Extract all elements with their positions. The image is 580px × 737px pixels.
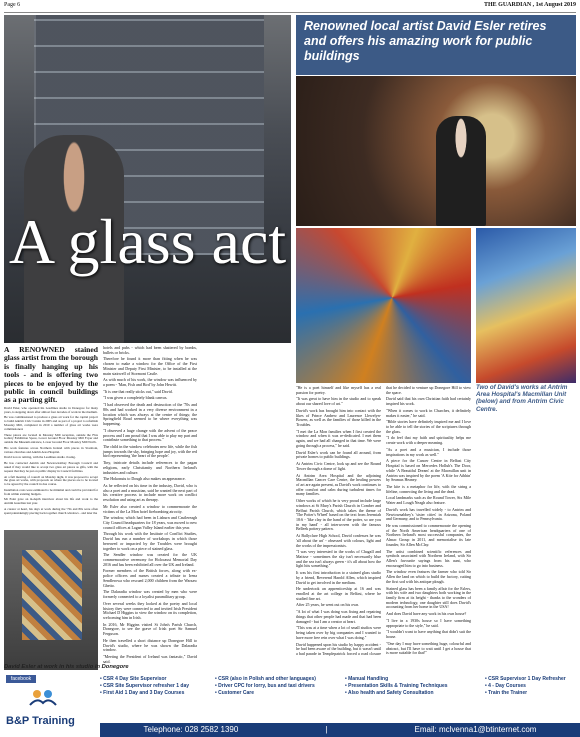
column-3-text bbox=[296, 386, 471, 657]
paragraph: David's work has travelled widely - to Antrim and Newtownabbey's 'sister cities' in Arizona, Poland and Germany, and to Pennsylvania. bbox=[386, 506, 471, 522]
photo-artist-studio bbox=[4, 530, 98, 670]
page-header bbox=[4, 2, 576, 13]
paragraph: These pieces are located in Mossley Mill reception, outside the Flax Gallery Exhibition Space, Lower Ground Floor Mossley Mill Foyer and outside the Museum entrance, Lower Ground Floor Mossley Mill North. bbox=[4, 432, 98, 445]
paragraph: Therefore he found it more than fitting when he was chosen to make a window for the Office of the First Minister and Deputy First Minister, to be installed at the main stairwell of Stormont Castle. bbox=[103, 356, 197, 376]
paragraph: A creator at heart, his days at work during the '70s and 80s were often spent painstakingly piecing back together church windows - and later the bbox=[4, 507, 98, 515]
paragraph: "I met the La Mon families when I first created the window and when it was re-dedicated. I met them again, and we had all changed in that time. We were going through a process," he said. bbox=[296, 428, 381, 448]
main-photo bbox=[4, 15, 291, 343]
paragraph: David Esler, who operated his Leadlines studio in Donegore for many years, is stepping down after almost four decades of work in the medium. bbox=[4, 405, 98, 414]
paragraph: At Antrim Civic Centre, look up and see the Round Tower through a dome of light. bbox=[296, 461, 381, 471]
paragraph: "It is one that really sticks out," said David. bbox=[103, 388, 173, 394]
paragraph: "As a poet and a musician, I include those inspirations in my work as well." bbox=[386, 446, 471, 457]
paragraph: Stained glass has been a family affair for the Eslers, with his wife and two daughters both working in the family firm at its height - thanks to the wonders of modern technology, one daughter still does David's accounting from her home in the USA! bbox=[386, 585, 471, 610]
paragraph: The Sendler window was created for the UK commemorative ceremony for Holocaust Memorial Day 2016 and has been exhibited all over the UK and Ireland. bbox=[103, 552, 197, 567]
article-title: A glass act bbox=[8, 206, 287, 277]
paragraph: He then travelled a short distance up Donegore Hill to David's studio, where he was shown the Dalaradia window. bbox=[103, 637, 197, 653]
paragraph: The window, which had been in Lisburn and Castlereagh City Council headquarters for 18 years, was moved to new council offices at Lagan Valley Island earlier this year. bbox=[103, 515, 197, 530]
email-address[interactable]: Email: mclvenna1@btinternet.com bbox=[414, 725, 537, 734]
paragraph: He was commissioned to produce a glass art work for the capital project to build Antrim Civic Centre in 2005 and as part of a project to refurbish Mossley Mill, completed in 2010 a number of glass art works were commissioned. bbox=[4, 415, 98, 431]
course-item: • Driver CPC for lorry, bus and taxi drivers bbox=[215, 683, 325, 690]
course-list-1 bbox=[100, 676, 210, 697]
contact-separator: | bbox=[325, 725, 328, 734]
paragraph: "A lot of what I was doing was fixing and repairing things that other people had made and that had been damaged - but I am a creator at heart. bbox=[296, 609, 381, 624]
paragraph: "I do feel that my faith and spirituality helps me create work with a deeper meaning. bbox=[386, 435, 471, 446]
paragraph: "I live in a 1930s house so I have something appropriate to the style," he said. bbox=[386, 617, 471, 628]
paragraph: Mr Esler also created a window to commemorate the victims of the La Mon hotel firebombing atrocity. bbox=[103, 503, 197, 514]
paragraph: Former members of the British forces, along with ex-police officers and nurses created a tribute to Irena Sendlerowa who rescued 2,000 children from the Warsaw Ghetto. bbox=[103, 568, 197, 588]
paragraph: Mr Esler gave an in-depth interview about his life and work to the Antrim Guardian last year. bbox=[4, 497, 98, 506]
paragraph: The Hokonuiu to Dough also makes an appearance. bbox=[103, 476, 186, 482]
course-item: • 4 - Day Courses bbox=[485, 683, 575, 690]
paragraph: As he reflected on his time in the industry, David, who is also a poet and a musician, said he wanted the next part of his creative process to include more work on conflict resolution and using art as therapy. bbox=[103, 482, 197, 503]
paragraph: The window even features the farmer who told Sir Allen the land on which to build the factory, cutting the first sod with his antique plough. bbox=[386, 569, 471, 584]
paragraph: Tiny, intricate details include references to the pagan religions, early Christianity and Northern Ireland's industries and culture. bbox=[103, 460, 197, 475]
paragraph: "I wouldn't want to have anything that didn't suit the house. bbox=[386, 629, 471, 640]
course-item: • Manual Handling bbox=[345, 676, 455, 683]
course-list-2 bbox=[215, 676, 325, 697]
stained-glass-piece bbox=[22, 550, 82, 640]
contact-bar bbox=[100, 723, 580, 737]
paragraph: Installation costs were estimated to be minimal and could be provided for from within existing budgets. bbox=[4, 487, 98, 496]
paragraph: David happened upon his studio by happy accident - he had been aware of the building, but it wasn't until a bad parade in Templepatrick forced a road closure that he decided to venture up Donegore Hill to view the space. bbox=[296, 385, 471, 656]
paragraph: "It was great to have him in the studio and to speak about our shared love of art." bbox=[296, 396, 381, 407]
paragraph: It was his first introduction to a stained glass studio by a friend, Reverend Harold Allen, which inspired David to get involved in the medium. bbox=[296, 570, 381, 585]
course-item: • First Aid 1 Day and 3 Day Courses bbox=[100, 690, 210, 697]
right-photo-caption: Two of David's works at Antrim Area Hospital's Macmillan Unit (below) and from Antrim Civic Centre. bbox=[476, 384, 568, 413]
paragraph: "This was at a time when a lot of small studios were being taken over by big companies and I wanted to have more free rein over what I was doing." bbox=[296, 625, 381, 640]
paragraph: The artist combined scientific references and symbols associated with Northern Ireland, with Sir Allen's favourite sayings from his aunt, who encouraged him to go into business. bbox=[386, 548, 471, 568]
paragraph: At Ballyclare High School, David confesses he was 'all about the art' - obsessed with colours, light and the works of the impressionists. bbox=[296, 533, 381, 548]
paragraph: "When it comes to work in Churches, it definitely makes it easier," he said. bbox=[386, 407, 471, 418]
paragraph: The child in the window celebrates new life, while the fish jumps towards the sky, bringing hope and joy, with the red bird representing 'the heart of the people'. bbox=[103, 443, 197, 459]
brand-name: B&P Training bbox=[6, 715, 75, 727]
course-item: • CSR Supervisor 1 Day Refresher bbox=[485, 676, 575, 683]
page-number: Page 6 bbox=[4, 2, 21, 8]
paragraph: He was commissioned to commemorate the opening of the North American headquarters of one of Northern Ireland's most successful companies, the Almac Group in 2011, and memorialise its late founder, Sir Allen McClay. bbox=[386, 522, 471, 547]
paragraph: After 25 years, he went out on his own. bbox=[296, 602, 360, 608]
paragraph: "Bible stories have definitely inspired me and I love to be able to tell the stories of the scriptures through the glass. bbox=[386, 419, 471, 434]
advertisement bbox=[0, 673, 580, 737]
bp-training-logo-icon bbox=[28, 685, 58, 707]
artist-figure-right bbox=[436, 116, 486, 226]
photo-civic-centre-window bbox=[476, 228, 576, 383]
paragraph: "I had observed the death and destruction of the '70s and 80s and had worked in a very diverse environment in a location which was always at the centre of things; the Springfield Road seemed to be where everything was happening. bbox=[103, 402, 197, 427]
paragraph: David is now retiring, with the Leadlines studio closing. bbox=[4, 455, 76, 460]
column-2 bbox=[103, 346, 197, 666]
paragraph: Through his work with the Institute of Conflict Studies, David has run a number of workshops in which those bereaved or impacted by the Troubles were brought together to work on a piece of stained glass. bbox=[103, 531, 197, 551]
paragraph: In 2016, Mr Higgins visited St John's Parish Church, Donegore, to see the grave of Irish poet Sir Samuel Ferguson. bbox=[103, 621, 197, 637]
paragraph: The Dalaradia window was created by men who were formerly connected to a loyalist paramilitary group. bbox=[103, 589, 197, 600]
course-list-3 bbox=[345, 676, 455, 697]
course-item: • CSR Site Supervisor refresher 1 day bbox=[100, 683, 210, 690]
headline-box: Renowned local artist David Esler retires and offers his amazing work for public buildings bbox=[296, 15, 576, 75]
facebook-badge[interactable]: facebook bbox=[6, 675, 36, 683]
paragraph: David's work has brought him into contact with the likes of Prince Andrew and Laurence Llewelyn-Bowen, as well as the families of those killed in the Troubles. bbox=[296, 407, 381, 428]
course-item: • CSR 4 Day Site Supervisor bbox=[100, 676, 210, 683]
paragraph: David Esler's work can be found all around, from private homes to public buildings. bbox=[296, 449, 381, 460]
paragraph: And does David have any work in his own house? bbox=[386, 611, 467, 617]
paragraph: hotels and pubs - which had been shattered by bombs, bullets or bricks. bbox=[103, 345, 197, 355]
paragraph: The kite is a metaphor for life, with the string a lifeline, connecting the living and the dead. bbox=[386, 483, 471, 494]
paragraph: "Meeting the President of Ireland was fantastic," David said. bbox=[103, 653, 197, 664]
column-2-body bbox=[103, 346, 197, 664]
paragraph: At Antrim Area Hospital and the adjoining Macmillan Cancer Care Centre, the healing powers of art are again present, as David's work continues to offer comfort and calm during turbulent times for many families. bbox=[296, 472, 381, 497]
paragraph: He undertook an apprenticeship at 16 and was enrolled at the art college in Belfast, where he studied fine art. bbox=[296, 586, 381, 601]
photo-macmillan-window bbox=[296, 228, 471, 383]
paragraph: Over several weeks they looked at the poetry and local history they were connected to and invited Irish President Michael D Higgins to view the window on its completion, welcoming him in Irish. bbox=[103, 600, 197, 620]
course-item: • Presentation Skills & Training Techniques bbox=[345, 683, 455, 690]
paragraph: Other works of which he is very proud include large windows at St Mary's Parish Church in Comber and Belfast Parish Church, which takes the theme of 'The Potter's Wheel' based on the text from Jeremiah 18:6 - 'like clay in the hand of the potter, so are you in my hand' - all interwoven with the famous Belleek pottery pattern. bbox=[296, 498, 381, 532]
paragraph: As with much of his work, the window was influenced by a poem - 'Man, Fish and Bird' by John Hewitt. bbox=[103, 377, 197, 388]
paragraph: At a full meeting of council on Monday night, it was proposed to accept the glass art works, with proposals on where the pieces are to be located to be agreed by the council in due course. bbox=[4, 474, 98, 487]
paragraph: He has contacted Antrim and Newtownabbey Borough Council and asked if they would like to accept two glass art pieces as gifts, with the request that they be put on public display in Council facilities. bbox=[4, 461, 98, 473]
paragraph: "I was given a completely blank canvas. bbox=[103, 395, 168, 401]
paragraph: "I was very interested in the works of Chagall and Matisse - sometimes the sky isn't necessarily blue and the sea isn't always green - it's all about how the light hits something." bbox=[296, 549, 381, 569]
column-1 bbox=[4, 346, 98, 518]
phone-number[interactable]: Telephone: 028 2582 1390 bbox=[143, 725, 239, 734]
paragraph: David said that his own Christian faith had certainly inspired his work. bbox=[386, 396, 471, 407]
course-item: • CSR (also in Polish and other languages) bbox=[215, 676, 325, 683]
paragraph: His work features across Northern Ireland with pieces in Stormont, various churches and Antrim Area Hospital. bbox=[4, 445, 98, 454]
course-item: • Customer Care bbox=[215, 690, 325, 697]
column-1-body bbox=[4, 407, 98, 516]
paragraph: A piece for the Cancer Centre in Belfast City Hospital is based on Mercedes Hollub's The Door, while 'A Beautiful Dream' at the Macmillan unit in Antrim was inspired by the poem 'A Kite for Aibhin' by Seamus Heaney. bbox=[386, 458, 471, 483]
course-item: • Train the Trainer bbox=[485, 690, 575, 697]
masthead: THE GUARDIAN , 1st August 2019 bbox=[483, 2, 576, 8]
paragraph: "He is a poet himself and like myself has a real passion for poetry. bbox=[296, 385, 381, 395]
paragraph: "I observed a huge change with the advent of the peace process and I am proud that I was able to play my part and contribute something to that process." bbox=[103, 427, 197, 443]
paragraph: "One day I may have something huge, colourful and abstract, but I'll have to wait until I get a house that is more suitable for that!" bbox=[386, 640, 471, 656]
course-list-4 bbox=[485, 676, 575, 697]
column-3-body bbox=[296, 386, 471, 657]
left-photo-caption: David Esler at work in his studio in Donegore bbox=[4, 664, 129, 670]
photo-artist-window bbox=[296, 76, 576, 226]
lead-paragraph: A RENOWNED stained glass artist from the borough is finally hanging up his tools - and is offering two pieces to be enjoyed by the public in council buildings as a parting gift. bbox=[4, 345, 98, 405]
paragraph: Local landmarks such as the Round Tower, Six Mile Water and Lough Neagh also feature. bbox=[386, 495, 471, 506]
course-item: • Also health and Safety Consultation bbox=[345, 690, 455, 697]
